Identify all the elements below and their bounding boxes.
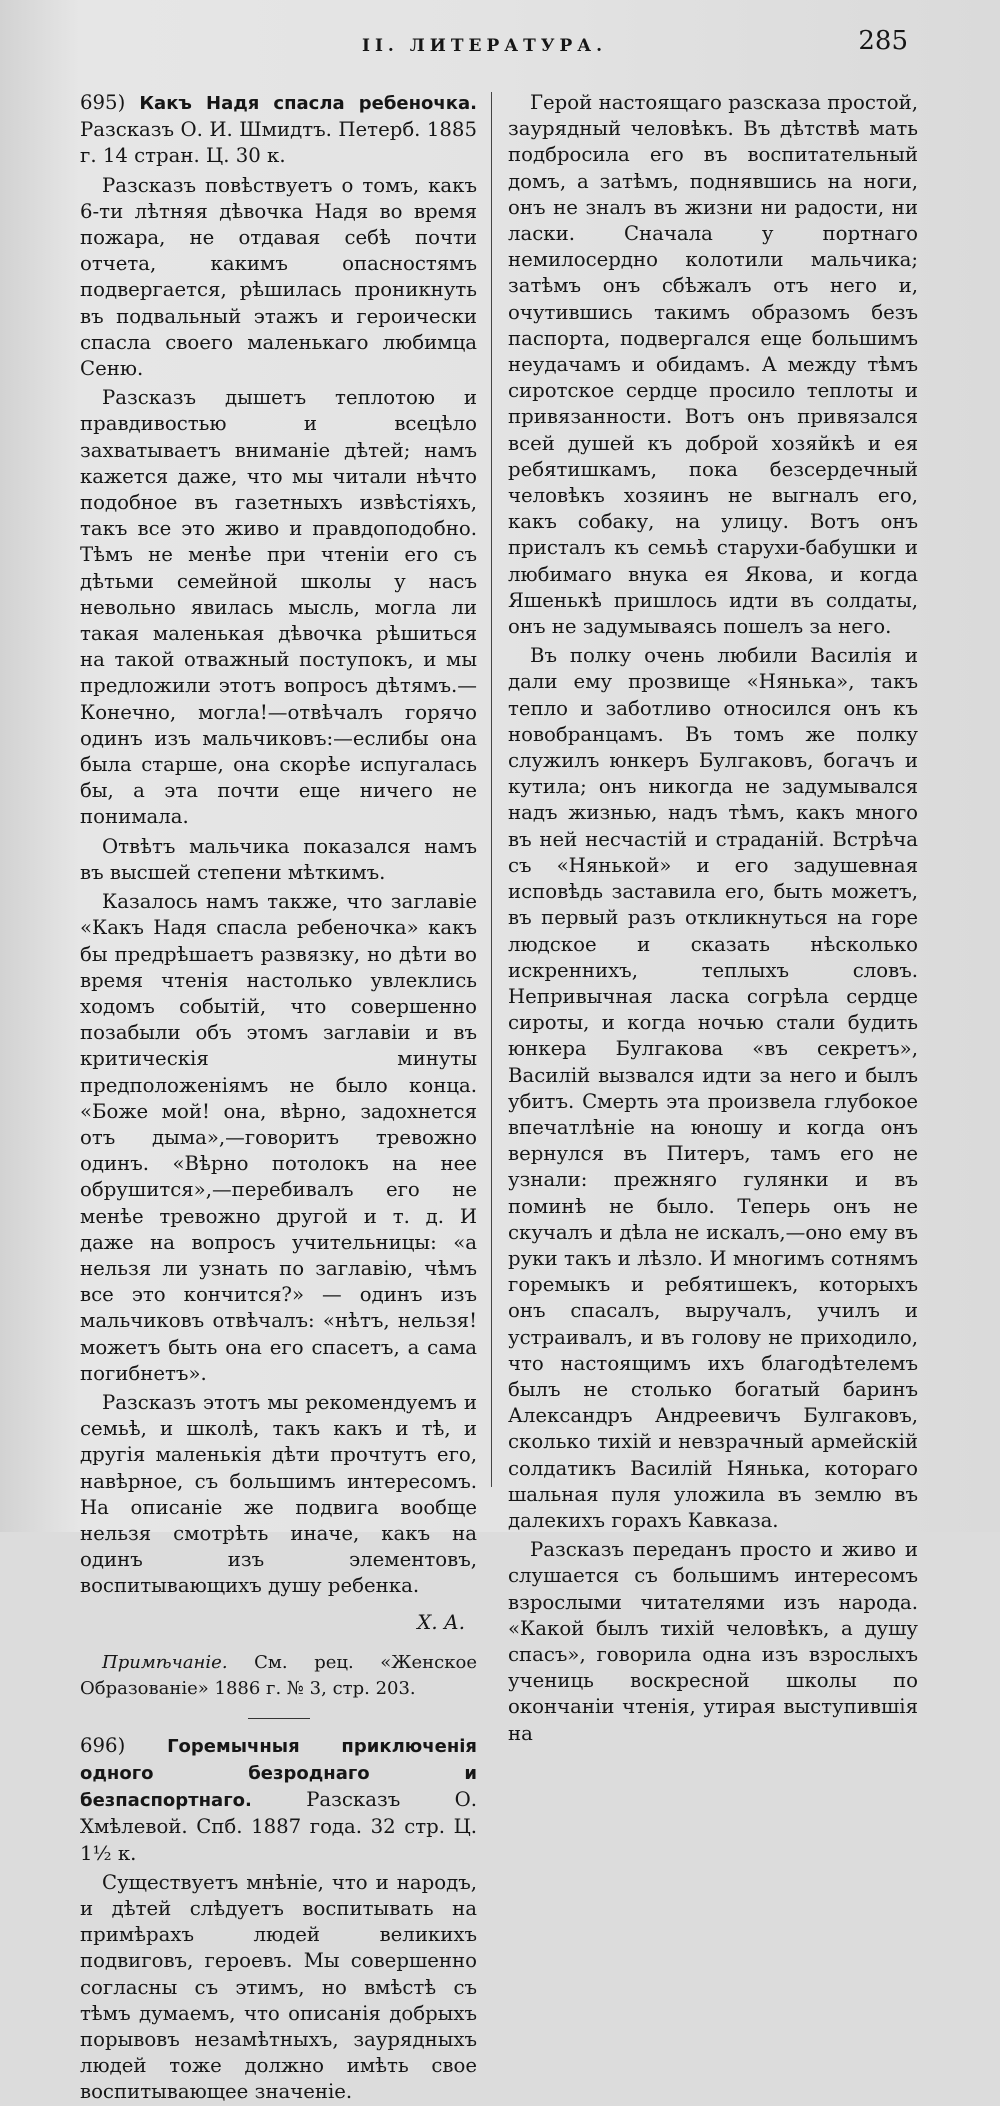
entry-696-number: 696) [80,1733,126,1757]
entry-696-paragraph: Существуетъ мнѣніе, что и народъ, и дѣтей слѣдуетъ воспитывать на примѣрахъ людей великихъ подвиговъ, героевъ. Мы совершенно согласны съ этимъ, но вмѣстѣ съ тѣмъ думаемъ, что описанія добрыхъ порывовъ незамѣтныхъ, заурядныхъ людей тоже должно имѣть свое воспитывающее значеніе. [80,1870,477,2104]
reviewer-signature: Х. А. [417,1610,465,1634]
entry-695-biblio: Разсказъ О. И. Шмидтъ. Петерб. 1885 г. 14 стран. Ц. 30 к. [80,118,477,168]
entry-696-title: Горемычныя приключенія одного безроднаго и безпаспортнаго. [80,1735,477,1812]
entry-696-biblio: Разсказъ О. Хмѣлевой. Спб. 1887 года. 32 стр. Ц. 1½ к. [80,1788,477,1865]
left-column [80,90,477,2104]
entry-separator [248,1718,310,1719]
entry-695-paragraph: Отвѣтъ мальчика показался намъ въ высшей степени мѣткимъ. [80,834,477,884]
entry-695-heading [80,90,477,170]
note-label: Примѣчаніе. [102,1651,228,1673]
entry-696-heading [80,1733,477,1867]
page-number: 285 [858,26,908,56]
entry-695-note [80,1650,477,1702]
entry-695-paragraph: Разсказъ этотъ мы рекомендуемъ и семьѣ, и школѣ, такъ какъ и тѣ, и другія маленькія дѣти прочтутъ его, навѣрное, съ большимъ интересомъ. На описаніе же подвига вообще нельзя смотрѣть иначе, какъ на одинъ изъ элементовъ, воспитывающихъ душу ребенка. [80,1390,477,1598]
entry-696-paragraph: Разсказъ переданъ просто и живо и слушается съ большимъ интересомъ взрослыми читателями изъ народа. «Какой былъ тихій человѣкъ, а душу спасъ», говорила одна изъ взрослыхъ учениць воскресной школы по окончаніи чтенія, утирая выступившія на [508,1538,918,1745]
entry-696-paragraph: Герой настоящаго разсказа простой, заурядный человѣкъ. Въ дѣтствѣ мать подбросила его въ воспитательный домъ, а затѣмъ, поднявшись на ноги, онъ не зналъ въ жизни ни радости, ни ласки. Сначала у портнаго немилосердно колотили мальчика; затѣмъ онъ сбѣжалъ отъ него и, очутившись такимъ образомъ безъ паспорта, подвергался еще большимъ неудачамъ и обидамъ. А между тѣмъ сиротское сердце просило теплоты и привязанности. Вотъ онъ привязался всей душей къ доброй хозяйкѣ и ея ребятишкамъ, пока безсердечный человѣкъ хозяинъ не выгналъ его, какъ собаку, на улицу. Вотъ онъ присталъ къ семьѣ старухи-бабушки и любимаго внука ея Якова, и когда Яшенькѣ пришлось идти въ солдаты, онъ не задумываясь пошелъ за него. [508,91,918,639]
entry-695-number: 695) [80,91,126,114]
running-title: II. ЛИТЕРАТУРА. [362,36,608,56]
entry-696-paragraph: Въ полку очень любили Василія и дали ему прозвище «Нянька», такъ тепло и заботливо относился онъ къ новобранцамъ. Въ томъ же полку служилъ юнкеръ Булгаковъ, богачъ и кутила; онъ никогда не задумывался надъ жизнью, надъ тѣмъ, какъ много въ ней несчастій и страданій. Встрѣча съ «Нянькой» и его задушевная исповѣдь заставила его, быть можетъ, въ первый разъ откликнуться на горе людское и сказать нѣсколько искреннихъ, теплыхъ словъ. Непривычная ласка согрѣла сердце сироты, и когда ночью стали будить юнкера Булгакова «въ секретъ», Василій вызвался идти за него и былъ убитъ. Смерть эта произвела глубокое впечатлѣніе на юношу и когда онъ вернулся въ Питеръ, тамъ его не узнали: прежняго гулянки и въ поминѣ не было. Теперь онъ не скучалъ и дѣла не искалъ,—оно ему въ руки такъ и лѣзло. И многимъ сотнямъ горемыкъ и ребятишекъ, которыхъ онъ спасалъ, выручалъ, училъ и устраивалъ, и въ голову не приходило, что настоящимъ ихъ благодѣтелемъ былъ не столько богатый баринъ Александръ Андреевичъ Булгаковъ, сколько тихій и невзрачный армейскій солдатикъ Василій Нянька, котораго шальная пуля уложила въ землю въ далекихъ горахъ Кавказа. [508,644,918,1532]
entry-695-paragraph: Казалось намъ также, что заглавіе «Какъ Надя спасла ребеночка» какъ бы предрѣшаетъ развязку, но дѣти во время чтенія настолько увлеклись ходомъ событій, что совершенно позабыли объ этомъ заглавіи и въ критическія минуты предположеніямъ не было конца. «Боже мой! она, вѣрно, задохнется отъ дыма»,—говоритъ тревожно одинъ. «Вѣрно потолокъ на нее обрушится»,—перебивалъ его не менѣе тревожно другой и т. д. И даже на вопросъ учительницы: «а нельзя ли узнать по заглавію, чѣмъ все это кончится?» — одинъ изъ мальчиковъ отвѣчалъ: «нѣтъ, нельзя! можетъ быть она его спасетъ, а сама погибнетъ». [80,890,477,1385]
entry-695-paragraph: Разсказъ дышетъ теплотою и правдивостью и всецѣло захватываетъ вниманіе дѣтей; намъ кажется даже, что мы читали нѣчто подобное въ газетныхъ извѣстіяхъ, такъ все это живо и правдоподобно. Тѣмъ не менѣе при чтеніи его съ дѣтьми семейной школы у насъ невольно явилась мысль, могла ли такая маленькая дѣвочка рѣшиться на такой отважный поступокъ, и мы предложили этотъ вопросъ дѣтямъ.—Конечно, могла!—отвѣчалъ горячо одинъ изъ мальчиковъ:—еслибы она была старше, она скорѣе испугалась бы, а эта почти еще ничего не понимала. [80,386,477,829]
column-divider [491,92,492,1487]
entry-695-title: Какъ Надя спасла ребеночка. [139,93,477,114]
right-column [508,90,918,1745]
entry-695-paragraph: Разсказъ повѣствуетъ о томъ, какъ 6-ти лѣтняя дѣвочка Надя во время пожара, не отдавая себѣ почти отчета, какимъ опасностямъ подвергается, рѣшилась проникнуть въ подвальный этажъ и героически спасла своего маленькаго любимца Сеню. [80,173,477,381]
page-header [0,26,1000,66]
note-text: См. рец. «Женское Образованіе» 1886 г. № 3, стр. 203. [80,1651,477,1699]
